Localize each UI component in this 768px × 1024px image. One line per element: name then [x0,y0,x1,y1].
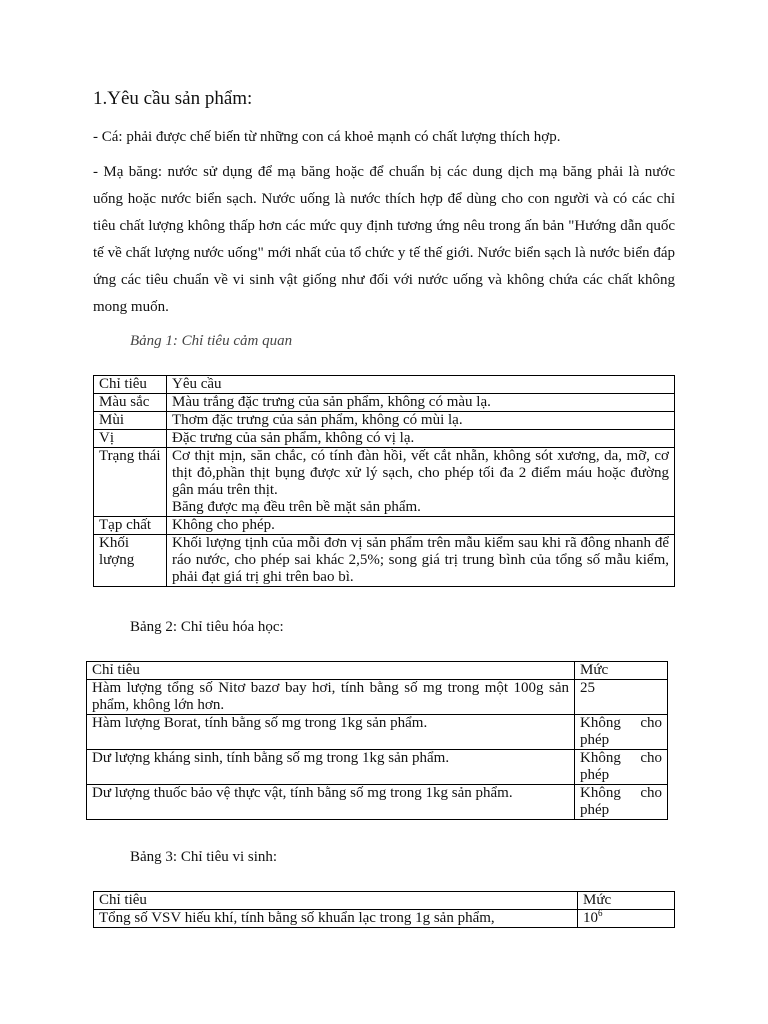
paragraph-fish: - Cá: phải được chế biến từ những con cá khoẻ mạnh có chất lượng thích hợp. [93,129,561,145]
requirement-text: Cơ thịt mịn, săn chắc, có tính đàn hồi, vết cắt nhẵn, không sót xương, da, mỡ, cơ thịt đỏ,phần thịt bụng được xử lý sạch, cho phép tối đa 2 điểm máu hoặc đường gân máu trên thịt. [172,448,669,498]
level-exponent: 6 [598,909,603,918]
table-row [94,394,675,412]
table-row [94,412,675,430]
table3-caption: Bảng 3: Chỉ tiêu vi sinh: [130,849,278,865]
criterion-cell: Trạng thái [94,448,167,517]
level-cell: Không cho phép [575,785,668,820]
table2-caption: Bảng 2: Chỉ tiêu hóa học: [130,619,284,635]
table-row [94,448,675,517]
header-cell: Mức [575,662,668,680]
criterion-cell: Tạp chất [94,517,167,535]
table-row [87,680,668,715]
table1-caption: Bảng 1: Chỉ tiêu cảm quan [130,333,293,349]
header-cell: Chỉ tiêu [87,662,575,680]
table-row [94,910,675,928]
criterion-cell: Tổng số VSV hiếu khí, tính bằng số khuẩn lạc trong 1g sản phẩm, [94,910,578,928]
table-row [94,430,675,448]
level-base: 10 [583,910,598,926]
table-row [87,715,668,750]
table-header-row [94,892,675,910]
requirement-cell: Khối lượng tịnh của mỗi đơn vị sản phẩm trên mẫu kiểm sau khi rã đông nhanh để ráo nước, cho phép sai khác 2,5%; song giá trị trung bình của tổng số mẫu kiểm, phải đạt giá trị ghi trên bao bì. [167,535,675,587]
table-microbiological [93,891,675,928]
criterion-cell: Hàm lượng tổng số Nitơ bazơ bay hơi, tính bằng số mg trong một 100g sản phẩm, không lớn hơn. [87,680,575,715]
requirement-cell: Không cho phép. [167,517,675,535]
paragraph-glazing: - Mạ băng: nước sử dụng để mạ băng hoặc để chuẩn bị các dung dịch mạ băng phải là nước uống hoặc nước biển sạch. Nước uống là nước thích hợp để dùng cho con người và có các chỉ tiêu chất lượng không thấp hơn các mức quy định tương ứng nêu trong ấn bản "Hướng dẫn quốc tế về chất lượng nước uống" mới nhất của tổ chức y tế thế giới. Nước biển sạch là nước biển đáp ứng các tiêu chuẩn về vi sinh vật giống như đối với nước uống và không chứa các chất không mong muốn. [93,164,675,315]
table-chemical [86,661,668,820]
criterion-cell: Hàm lượng Borat, tính bằng số mg trong 1kg sản phẩm. [87,715,575,750]
level-cell [578,910,675,928]
criterion-cell: Màu sắc [94,394,167,412]
table-row [87,785,668,820]
requirement-cell: Màu trắng đặc trưng của sản phẩm, không có màu lạ. [167,394,675,412]
table-row [87,750,668,785]
table-sensory [93,375,675,587]
section-heading: 1.Yêu cầu sản phẩm: [93,88,253,109]
criterion-cell: Mùi [94,412,167,430]
header-cell: Chỉ tiêu [94,892,578,910]
requirement-text: Băng được mạ đều trên bề mặt sản phẩm. [172,499,421,515]
level-cell: Không cho phép [575,715,668,750]
header-cell: Chỉ tiêu [94,376,167,394]
requirement-cell: Đặc trưng của sản phẩm, không có vị lạ. [167,430,675,448]
requirement-cell: Thơm đặc trưng của sản phẩm, không có mùi lạ. [167,412,675,430]
level-cell: Không cho phép [575,750,668,785]
level-cell: 25 [575,680,668,715]
table-row [94,517,675,535]
requirement-cell [167,448,675,517]
criterion-cell: Khối lượng [94,535,167,587]
header-cell: Yêu cầu [167,376,675,394]
table-header-row [94,376,675,394]
table-row [94,535,675,587]
table-header-row [87,662,668,680]
criterion-cell: Vị [94,430,167,448]
criterion-cell: Dư lượng thuốc bảo vệ thực vật, tính bằng số mg trong 1kg sản phẩm. [87,785,575,820]
header-cell: Mức [578,892,675,910]
criterion-cell: Dư lượng kháng sinh, tính bằng số mg trong 1kg sản phẩm. [87,750,575,785]
